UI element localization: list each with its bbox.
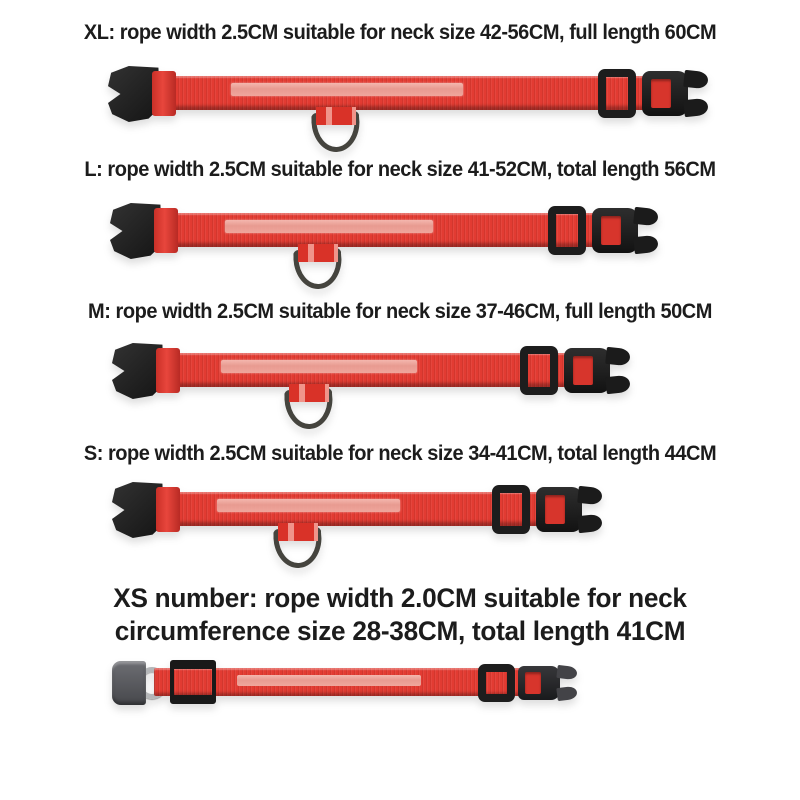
d-ring-tab bbox=[278, 523, 318, 541]
collar-strap bbox=[144, 213, 618, 247]
side-release-buckle-right bbox=[564, 348, 610, 393]
buckle-prong-top bbox=[605, 347, 631, 366]
buckle-strap-window bbox=[525, 672, 541, 694]
size-label-m: M: rope width 2.5CM suitable for neck size 37-46CM, full length 50CM bbox=[88, 299, 712, 323]
collar-strap bbox=[142, 76, 668, 110]
buckle-prong-bottom bbox=[633, 235, 659, 254]
tri-glide-adjuster bbox=[478, 664, 515, 702]
size-label-xl: XL: rope width 2.5CM suitable for neck size 42-56CM, full length 60CM bbox=[83, 20, 717, 44]
buckle-prong-top bbox=[577, 486, 603, 505]
collar-photo-m bbox=[112, 343, 630, 443]
buckle-prong-top bbox=[556, 665, 577, 680]
collar-photo-l bbox=[110, 203, 658, 303]
buckle-strap-window bbox=[601, 216, 621, 245]
side-release-buckle-right bbox=[518, 666, 560, 700]
strap-keeper bbox=[152, 71, 176, 116]
buckle-prong-top bbox=[683, 70, 709, 89]
size-label-s: S: rope width 2.5CM suitable for neck size 34-41CM, total length 44CM bbox=[83, 441, 717, 465]
reflective-stripe bbox=[217, 499, 400, 512]
d-ring-tab bbox=[298, 244, 338, 262]
d-ring-tab bbox=[316, 107, 356, 125]
collar-photo-xs bbox=[112, 657, 577, 709]
tri-glide-adjuster bbox=[548, 206, 586, 255]
buckle-prong-bottom bbox=[605, 375, 631, 394]
tri-glide-adjuster bbox=[492, 485, 530, 534]
size-label-xs-line1: XS number: rope width 2.0CM suitable for neck bbox=[113, 583, 687, 613]
d-ring-tab bbox=[289, 384, 329, 402]
buckle-strap-window bbox=[573, 356, 593, 385]
strap-keeper bbox=[170, 660, 216, 704]
buckle-prong-bottom bbox=[683, 98, 709, 117]
buckle-strap-window bbox=[545, 495, 565, 524]
reflective-stripe bbox=[231, 83, 462, 96]
reflective-stripe bbox=[237, 675, 422, 686]
size-label-l: L: rope width 2.5CM suitable for neck size 41-52CM, total length 56CM bbox=[84, 157, 716, 181]
tri-glide-adjuster bbox=[598, 69, 636, 118]
strap-keeper bbox=[156, 487, 180, 532]
collar-photo-xl bbox=[108, 66, 708, 166]
side-release-buckle-right bbox=[592, 208, 638, 253]
side-release-buckle-right bbox=[642, 71, 688, 116]
size-label-xs-line2: circumference size 28-38CM, total length 41CM bbox=[114, 616, 686, 646]
buckle-left-grey bbox=[112, 661, 146, 705]
reflective-stripe bbox=[221, 360, 416, 373]
side-release-buckle-right bbox=[536, 487, 582, 532]
buckle-prong-top bbox=[633, 207, 659, 226]
collar-photo-s bbox=[112, 482, 602, 582]
strap-keeper bbox=[156, 348, 180, 393]
buckle-prong-bottom bbox=[577, 514, 603, 533]
buckle-prong-bottom bbox=[556, 686, 577, 701]
tri-glide-adjuster bbox=[520, 346, 558, 395]
buckle-strap-window bbox=[651, 79, 671, 108]
reflective-stripe bbox=[225, 220, 434, 233]
strap-keeper bbox=[154, 208, 178, 253]
